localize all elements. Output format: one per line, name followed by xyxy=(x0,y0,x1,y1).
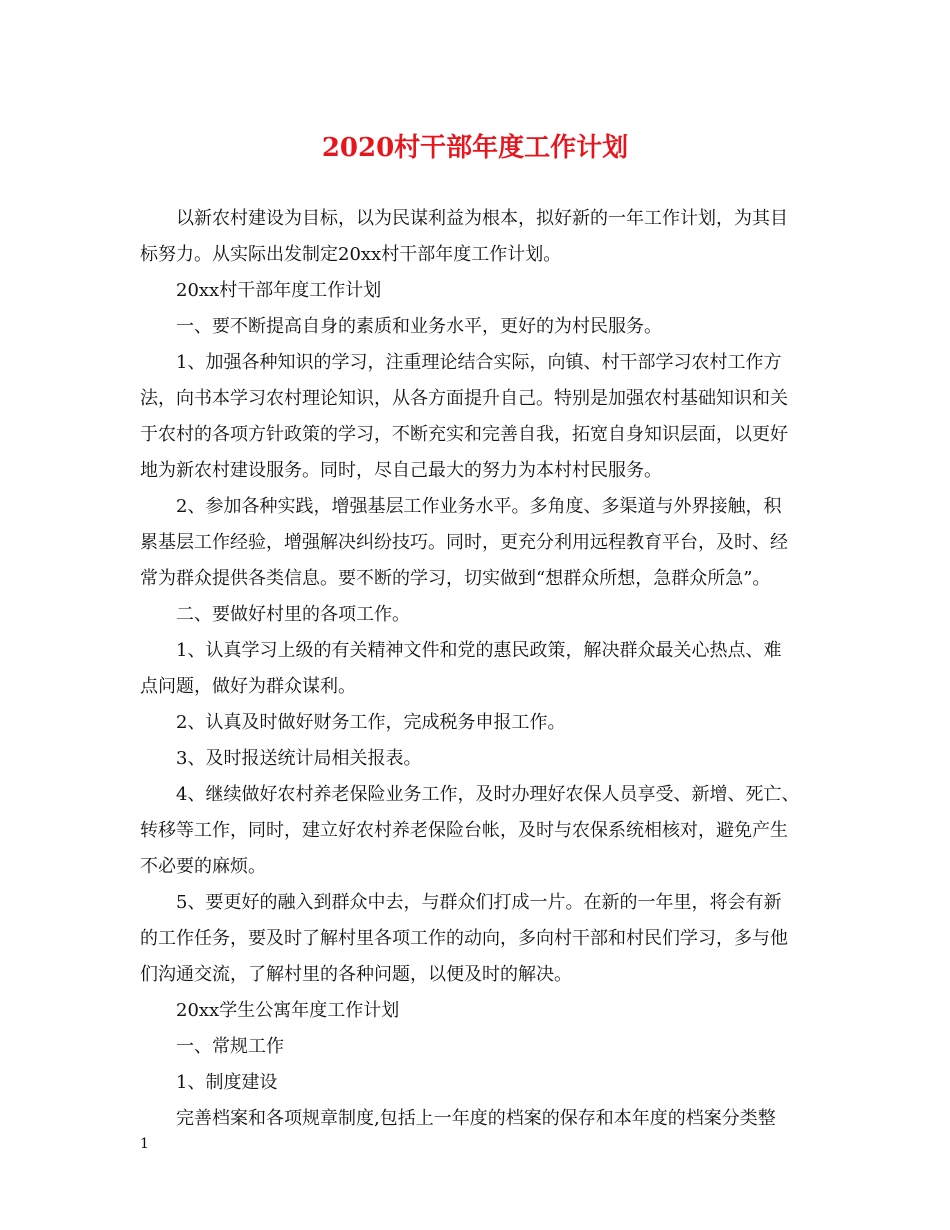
text-line: 地为新农村建设服务。同时，尽自己最大的努力为本村村民服务。 xyxy=(140,460,662,481)
page-number: 1 xyxy=(140,1136,149,1152)
text-line: 标努力。从实际出发制定20xx村干部年度工作计划。 xyxy=(140,244,562,265)
text-line: 1、制度建设 xyxy=(176,1072,278,1093)
text-line: 完善档案和各项规章制度,包括上一年度的档案的保存和本年度的档案分类整 xyxy=(176,1108,776,1129)
text-line: 20xx村干部年度工作计划 xyxy=(176,280,382,301)
text-line: 转移等工作，同时，建立好农村养老保险台帐，及时与农保系统相核对，避免产生 xyxy=(140,820,788,841)
text-line: 以新农村建设为目标，以为民谋利益为根本，拟好新的一年工作计划，为其目 xyxy=(176,208,788,229)
text-line: 点问题，做好为群众谋利。 xyxy=(140,676,356,697)
page-title: 2020村干部年度工作计划 xyxy=(321,133,629,163)
text-line: 1、加强各种知识的学习，注重理论结合实际，向镇、村干部学习农村工作方 xyxy=(176,352,782,373)
text-line: 一、要不断提高自身的素质和业务水平，更好的为村民服务。 xyxy=(176,316,662,337)
text-line: 于农村的各项方针政策的学习，不断充实和完善自我，拓宽自身知识层面，以更好 xyxy=(140,424,788,445)
text-line: 5、要更好的融入到群众中去，与群众们打成一片。在新的一年里，将会有新 xyxy=(176,892,782,913)
text-line: 不必要的麻烦。 xyxy=(140,856,266,877)
text-line: 1、认真学习上级的有关精神文件和党的惠民政策，解决群众最关心热点、难 xyxy=(176,640,782,661)
text-line: 4、继续做好农村养老保险业务工作，及时办理好农保人员享受、新增、死亡、 xyxy=(176,784,800,805)
text-line: 累基层工作经验，增强解决纠纷技巧。同时，更充分利用远程教育平台，及时、经 xyxy=(140,532,788,553)
text-line: 3、及时报送统计局相关报表。 xyxy=(176,748,422,769)
text-line: 20xx学生公寓年度工作计划 xyxy=(176,1000,400,1021)
text-line: 一、常规工作 xyxy=(176,1036,284,1057)
text-line: 的工作任务，要及时了解村里各项工作的动向，多向村干部和村民们学习，多与他 xyxy=(140,928,788,949)
text-line: 们沟通交流，了解村里的各种问题，以便及时的解决。 xyxy=(140,964,572,985)
text-line: 二、要做好村里的各项工作。 xyxy=(176,604,410,625)
text-line: 法，向书本学习农村理论知识，从各方面提升自己。特别是加强农村基础知识和关 xyxy=(140,388,788,409)
text-line: 常为群众提供各类信息。要不断的学习，切实做到“想群众所想，急群众所急”。 xyxy=(140,568,771,589)
text-line: 2、参加各种实践，增强基层工作业务水平。多角度、多渠道与外界接触，积 xyxy=(176,496,782,517)
text-line: 2、认真及时做好财务工作，完成税务申报工作。 xyxy=(176,712,566,733)
